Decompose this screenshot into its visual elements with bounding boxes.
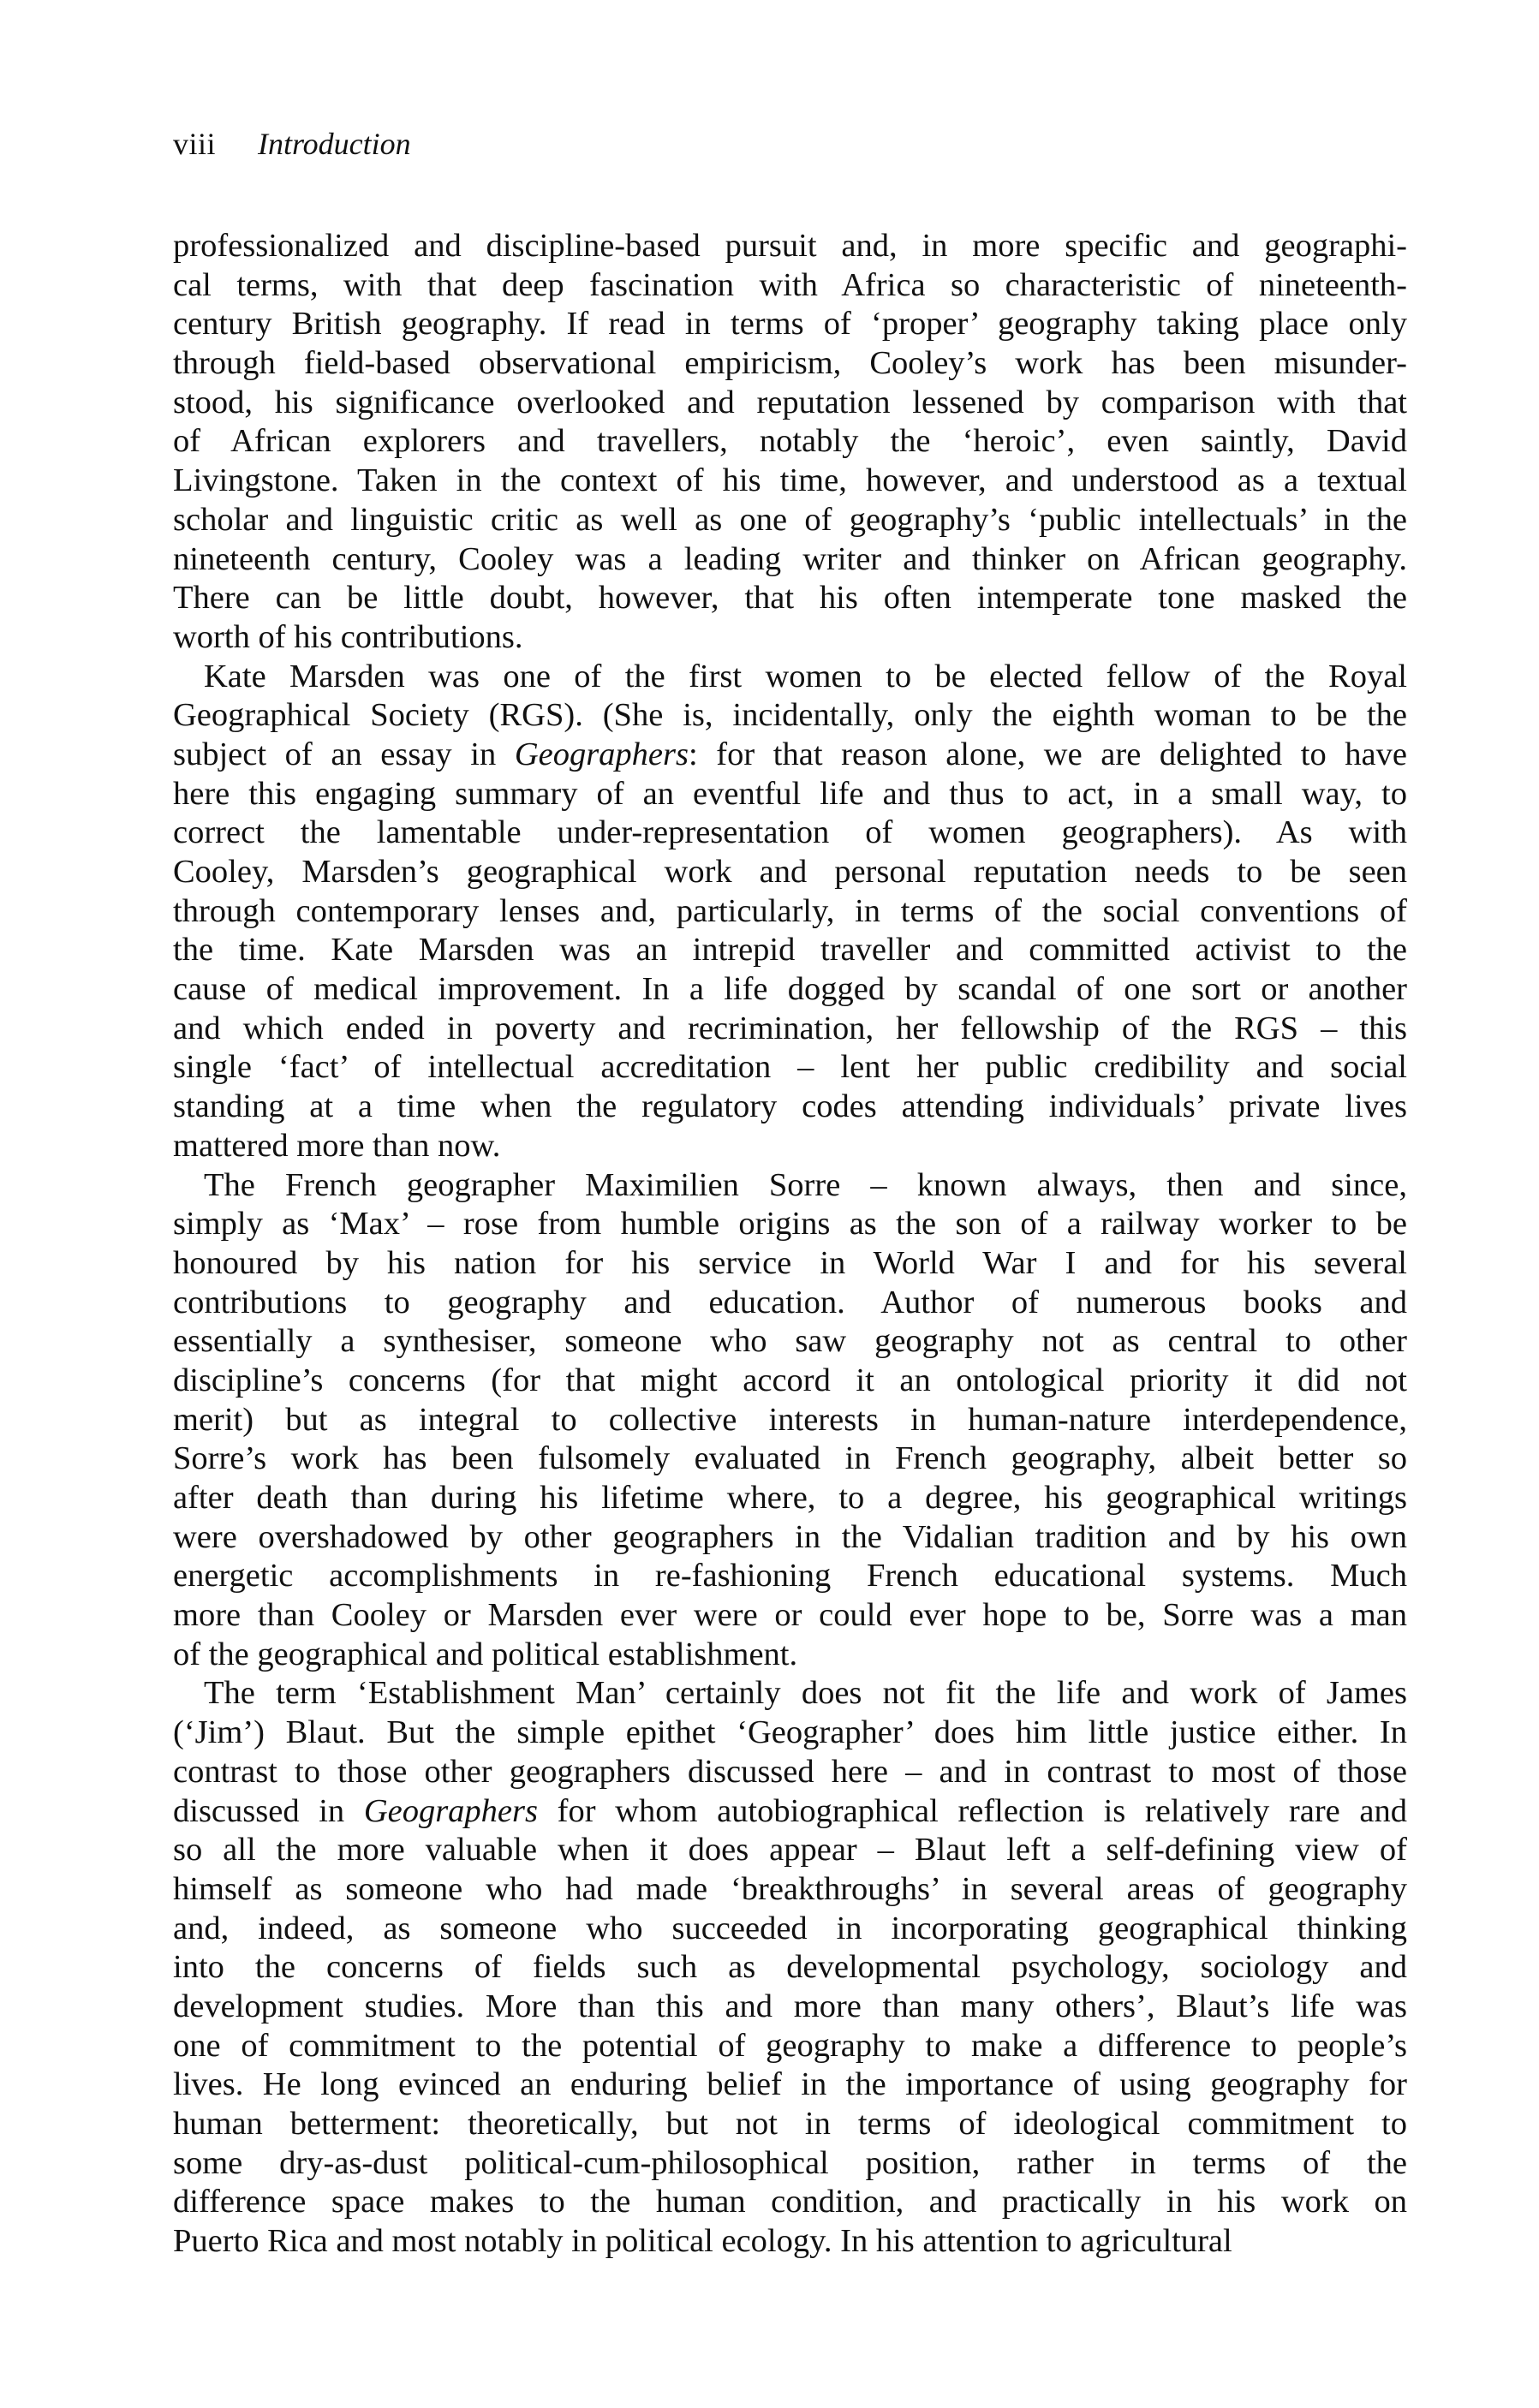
text-line: discussed in Geographers for whom autobiographical reflection is relatively rare and xyxy=(173,1792,1407,1829)
text-line: difference space makes to the human condition, and practically in his work on xyxy=(173,2184,1407,2220)
text-line: the time. Kate Marsden was an intrepid traveller and committed activist to the xyxy=(173,932,1407,969)
text-line: The French geographer Maximilien Sorre – known always, then and since, xyxy=(204,1166,1407,1203)
text-line: so all the more valuable when it does appear – Blaut left a self-defining view of xyxy=(173,1832,1407,1869)
paragraph-marsden xyxy=(173,658,1407,1166)
text-line: of African explorers and travellers, notably the ‘heroic’, even saintly, David xyxy=(173,423,1407,460)
text-line: of the geographical and political establishment. xyxy=(173,1636,798,1672)
text-line: There can be little doubt, however, that his often intemperate tone masked the xyxy=(173,580,1407,617)
text-line: nineteenth century, Cooley was a leading writer and thinker on African geography. xyxy=(173,540,1407,577)
paragraph-sorre xyxy=(173,1166,1407,1675)
text-line: Sorre’s work has been fulsomely evaluated in French geography, albeit better so xyxy=(173,1440,1407,1477)
text-line: discipline’s concerns (for that might accord it an ontological priority it did not xyxy=(173,1362,1407,1398)
text-line: some dry-as-dust political-cum-philosophical position, rather in terms of the xyxy=(173,2144,1407,2181)
text-line: Livingstone. Taken in the context of his time, however, and understood as a textual xyxy=(173,462,1407,499)
text-line: cause of medical improvement. In a life dogged by scandal of one sort or another xyxy=(173,971,1407,1008)
text-line: subject of an essay in Geographers: for that reason alone, we are delighted to have xyxy=(173,736,1407,772)
body-text xyxy=(173,227,1407,2262)
text-line: Geographical Society (RGS). (She is, incidentally, only the eighth woman to be the xyxy=(173,697,1407,734)
text-line: correct the lamentable under-representation of women geographers). As with xyxy=(173,814,1407,851)
text-line: energetic accomplishments in re-fashioning French educational systems. Much xyxy=(173,1558,1407,1594)
text-line: Kate Marsden was one of the first women to be elected fellow of the Royal xyxy=(204,658,1407,694)
text-line: more than Cooley or Marsden ever were or could ever hope to be, Sorre was a man xyxy=(173,1597,1407,1634)
text-line: single ‘fact’ of intellectual accreditation – lent her public credibility and social xyxy=(173,1049,1407,1086)
text-line: Cooley, Marsden’s geographical work and personal reputation needs to be seen xyxy=(173,854,1407,890)
text-line: contrast to those other geographers discussed here – and in contrast to most of those xyxy=(173,1753,1407,1790)
paragraph-blaut xyxy=(173,1674,1407,2261)
text-line: The term ‘Establishment Man’ certainly does not fit the life and work of James xyxy=(204,1675,1407,1712)
text-line: scholar and linguistic critic as well as one of geography’s ‘public intellectuals’ in the xyxy=(173,501,1407,538)
text-line: contributions to geography and education. Author of numerous books and xyxy=(173,1284,1407,1320)
text-line: (‘Jim’) Blaut. But the simple epithet ‘Geographer’ does him little justice either. In xyxy=(173,1714,1407,1751)
text-line: into the concerns of fields such as developmental psychology, sociology and xyxy=(173,1949,1407,1986)
text-line: century British geography. If read in terms of ‘proper’ geography taking place only xyxy=(173,306,1407,343)
text-line: mattered more than now. xyxy=(173,1127,501,1164)
text-line: and, indeed, as someone who succeeded in incorporating geographical thinking xyxy=(173,1910,1407,1946)
text-line: development studies. More than this and more than many others’, Blaut’s life was xyxy=(173,1988,1407,2024)
text-line: standing at a time when the regulatory codes attending individuals’ private lives xyxy=(173,1088,1407,1125)
text-line: merit) but as integral to collective interests in human-nature interdependence, xyxy=(173,1401,1407,1438)
text-line: human betterment: theoretically, but not in terms of ideological commitment to xyxy=(173,2106,1407,2142)
text-line: and which ended in poverty and recrimination, her fellowship of the RGS – this xyxy=(173,1010,1407,1046)
chapter-title: Introduction xyxy=(258,127,411,161)
text-line: worth of his contributions. xyxy=(173,618,523,655)
text-line: through field-based observational empiricism, Cooley’s work has been misunder- xyxy=(173,345,1407,382)
book-title-italic: Geographers xyxy=(363,1792,538,1829)
text-line: through contemporary lenses and, particularly, in terms of the social conventions of xyxy=(173,892,1407,929)
text-line: professionalized and discipline-based pursuit and, in more specific and geographi- xyxy=(173,228,1407,264)
text-line: one of commitment to the potential of geography to make a difference to people’s xyxy=(173,2027,1407,2064)
page-number: viii xyxy=(173,127,217,161)
book-title-italic: Geographers xyxy=(514,736,689,772)
text-line: here this engaging summary of an eventful life and thus to act, in a small way, to xyxy=(173,775,1407,812)
text-line: stood, his significance overlooked and reputation lessened by comparison with that xyxy=(173,384,1407,420)
paragraph-cooley xyxy=(173,227,1407,658)
text-line: essentially a synthesiser, someone who saw geography not as central to other xyxy=(173,1323,1407,1360)
text-line: Puerto Rica and most notably in political ecology. In his attention to agricultural xyxy=(173,2223,1232,2260)
text-line: simply as ‘Max’ – rose from humble origins as the son of a railway worker to be xyxy=(173,1206,1407,1243)
text-line: were overshadowed by other geographers in the Vidalian tradition and by his own xyxy=(173,1518,1407,1555)
text-line: honoured by his nation for his service in World War I and for his several xyxy=(173,1244,1407,1281)
text-line: himself as someone who had made ‘breakthroughs’ in several areas of geography xyxy=(173,1870,1407,1907)
running-head xyxy=(173,125,411,163)
text-line: cal terms, with that deep fascination with Africa so characteristic of nineteenth- xyxy=(173,266,1407,303)
text-line: lives. He long evinced an enduring belief in the importance of using geography for xyxy=(173,2066,1407,2103)
text-line: after death than during his lifetime where, to a degree, his geographical writings xyxy=(173,1480,1407,1516)
